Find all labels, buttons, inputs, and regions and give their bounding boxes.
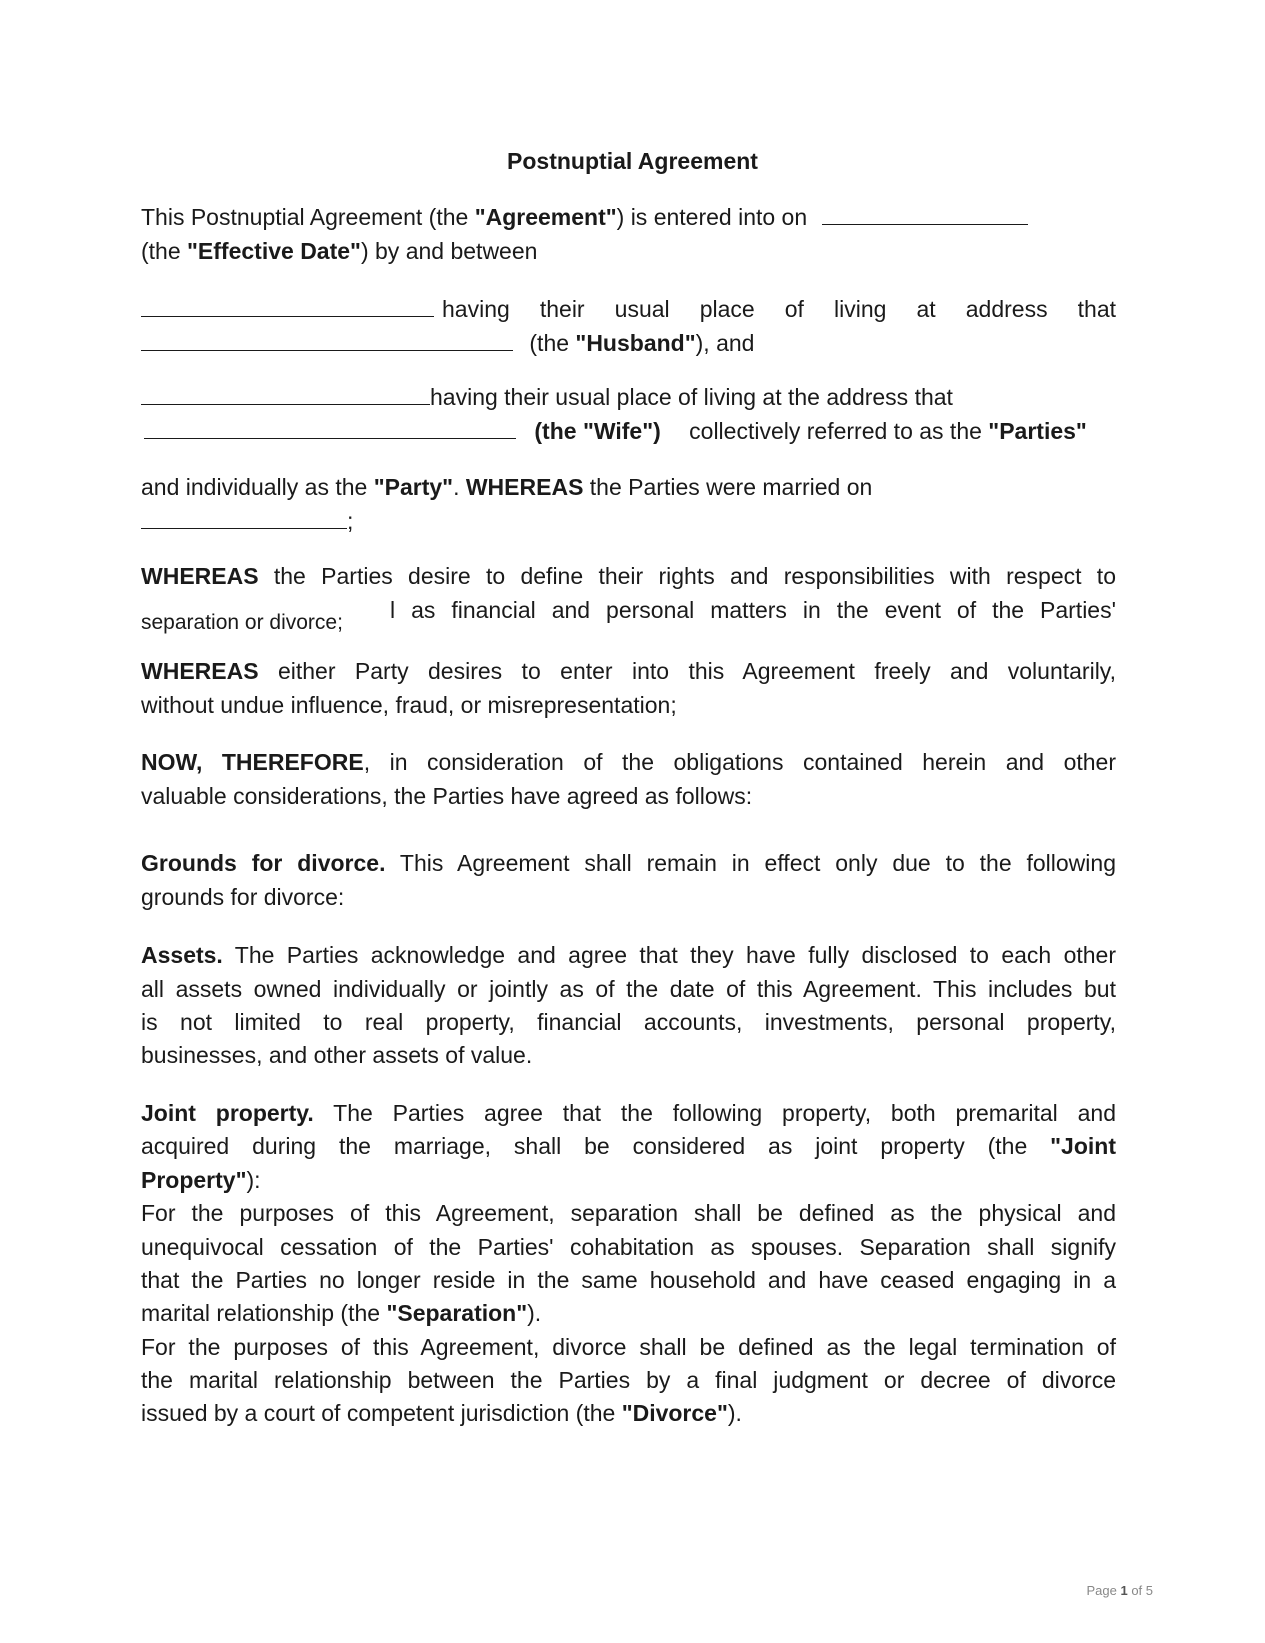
divorce-term: "Divorce": [621, 1400, 728, 1426]
intro-line-1: This Postnuptial Agreement (the "Agreement") is entered into on: [141, 202, 1116, 232]
wife-address-blank[interactable]: [144, 416, 516, 439]
whereas-heading: WHEREAS: [141, 563, 259, 589]
husband-term: "Husband": [575, 330, 696, 356]
grounds-line-1: Grounds for divorce. This Agreement shall remain in effect only due to the following: [141, 850, 1116, 876]
joint-heading: Joint property.: [141, 1100, 314, 1126]
joint-term: "Joint: [1050, 1133, 1116, 1159]
agreement-term: "Agreement": [474, 204, 617, 230]
effective-date-term: "Effective Date": [187, 238, 361, 264]
wife-name-blank[interactable]: [141, 382, 430, 405]
separation-line-1: For the purposes of this Agreement, separation shall be defined as the physical and: [141, 1200, 1116, 1226]
whereas-heading: WHEREAS: [465, 474, 584, 500]
whereas2-line-1: WHEREAS either Party desires to enter into this Agreement freely and voluntarily,: [141, 658, 1116, 684]
intro-line-2: (the "Effective Date") by and between: [141, 238, 538, 264]
divorce-line-1: For the purposes of this Agreement, divorce shall be defined as the legal termination of: [141, 1334, 1116, 1360]
therefore-line-1: NOW, THEREFORE, in consideration of the obligations contained herein and other: [141, 749, 1117, 775]
separation-line-3: that the Parties no longer reside in the same household and have ceased engaging in a: [141, 1267, 1116, 1293]
separation-line-4: marital relationship (the "Separation").: [141, 1300, 542, 1326]
page-number: Page 1 of 5: [1086, 1583, 1153, 1598]
whereas1-line-1: WHEREAS the Parties desire to define their rights and responsibilities with respect to: [141, 563, 1116, 589]
grounds-heading: Grounds for divorce.: [141, 850, 386, 876]
divorce-line-3: issued by a court of competent jurisdiction (the "Divorce").: [141, 1400, 742, 1426]
therefore-line-2: valuable considerations, the Parties have agreed as follows:: [141, 783, 753, 809]
party-term: "Party": [373, 474, 454, 500]
assets-line-2: all assets owned individually or jointly as of the date of this Agreement. This includes but: [141, 976, 1116, 1002]
divorce-line-2: the marital relationship between the Parties by a final judgment or decree of divorce: [141, 1367, 1116, 1393]
whereas-heading: WHEREAS: [141, 658, 259, 684]
joint-line-3: Property"):: [141, 1167, 261, 1193]
assets-line-3: is not limited to real property, financial accounts, investments, personal property,: [141, 1009, 1116, 1035]
party-line: and individually as the "Party". WHEREAS the Parties were married on: [141, 474, 873, 500]
separation-term: "Separation": [386, 1300, 528, 1326]
assets-line-4: businesses, and other assets of value.: [141, 1042, 533, 1068]
wife-line-1: having their usual place of living at the address that: [141, 382, 1116, 412]
assets-line-1: Assets. The Parties acknowledge and agree that they have fully disclosed to each other: [141, 942, 1116, 968]
therefore-heading: NOW, THEREFORE: [141, 749, 364, 775]
effective-date-blank[interactable]: [822, 202, 1028, 225]
separation-line-2: unequivocal cessation of the Parties' cohabitation as spouses. Separation shall signify: [141, 1234, 1116, 1260]
whereas2-line-2: without undue influence, fraud, or misrepresentation;: [141, 692, 677, 718]
joint-line-2: acquired during the marriage, shall be considered as joint property (the "Joint: [141, 1133, 1116, 1159]
marriage-date-blank[interactable]: [141, 506, 347, 529]
husband-name-blank[interactable]: [141, 294, 434, 317]
wife-line-2: (the "Wife") collectively referred to as the "Parties": [141, 416, 1116, 446]
husband-line-1: having their usual place of living at address that: [141, 294, 1116, 324]
husband-line-2: (the "Husband"), and: [141, 328, 1116, 358]
whereas1-line-2: l as financial and personal matters in the event of the Parties': [390, 597, 1116, 623]
wife-term: (the "Wife"): [534, 418, 661, 444]
assets-heading: Assets.: [141, 942, 223, 968]
joint-line-1: Joint property. The Parties agree that the following property, both premarital and: [141, 1100, 1116, 1126]
overlapping-text: separation or divorce;: [141, 611, 343, 634]
husband-address-blank[interactable]: [141, 328, 513, 351]
joint-term-cont: Property": [141, 1167, 247, 1193]
document-title: Postnuptial Agreement: [507, 148, 758, 174]
parties-term: "Parties": [988, 418, 1087, 444]
marriage-date-line: ;: [141, 506, 1116, 536]
grounds-line-2: grounds for divorce:: [141, 884, 345, 910]
